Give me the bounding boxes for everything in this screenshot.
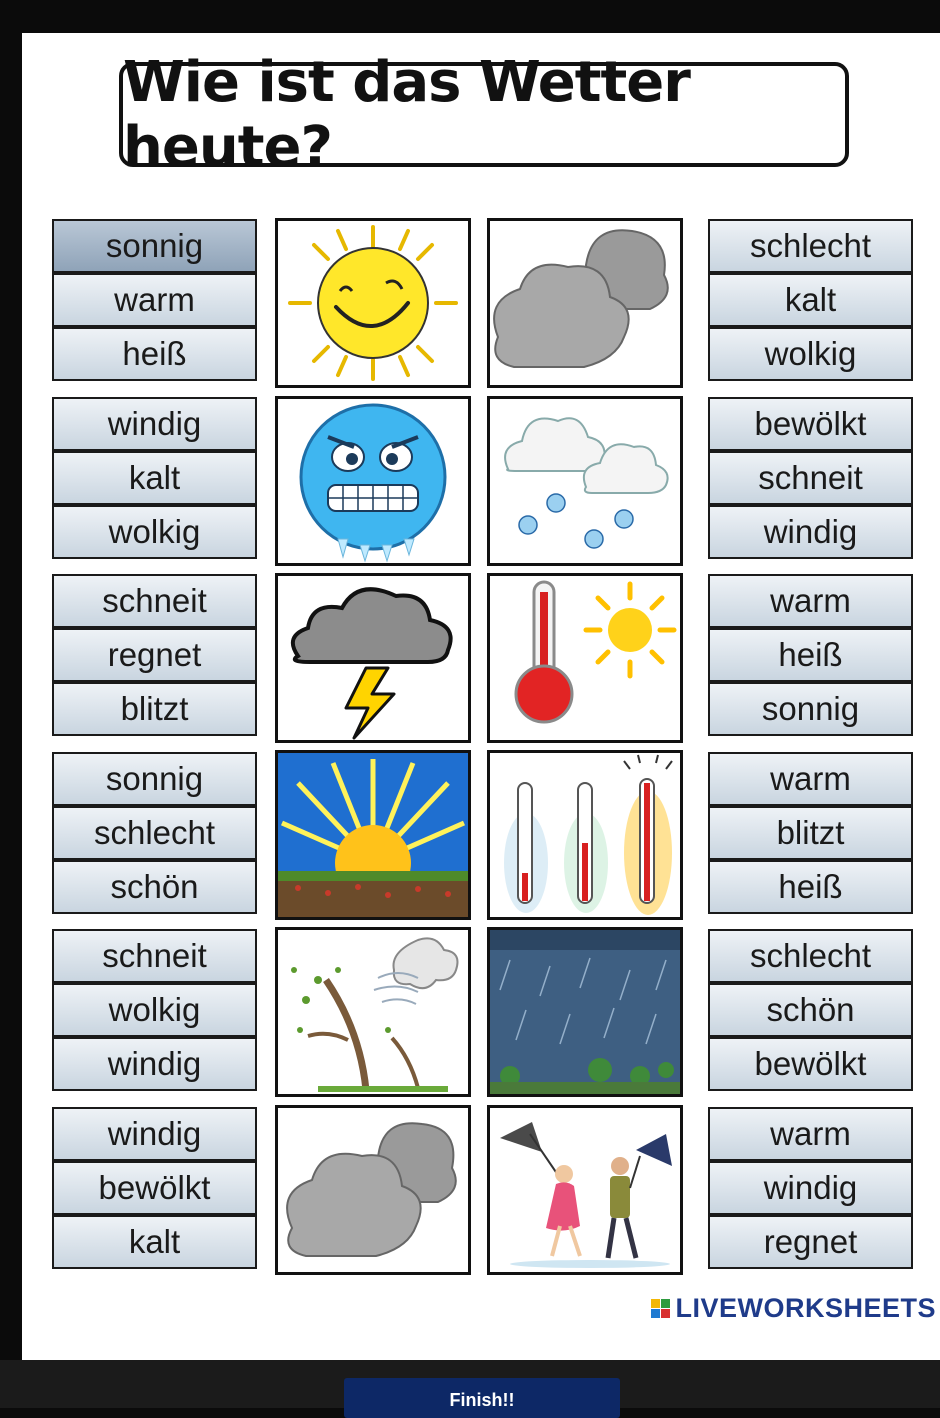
right-dropdown-1 — [708, 219, 913, 381]
left-dropdown-5 — [52, 929, 257, 1091]
sunrise-icon — [278, 753, 468, 917]
people-umbrellas-image — [487, 1105, 683, 1275]
sun-icon — [278, 221, 468, 385]
right-option[interactable]: schlecht — [710, 221, 911, 271]
right-dropdown-6 — [708, 1107, 913, 1269]
right-option[interactable]: windig — [710, 1163, 911, 1213]
brand-name: LIVEWORKSHEETS — [675, 1293, 936, 1323]
right-dropdown-5 — [708, 929, 913, 1091]
right-option[interactable]: heiß — [710, 630, 911, 680]
left-option[interactable]: warm — [54, 275, 255, 325]
right-option[interactable]: bewölkt — [710, 399, 911, 449]
left-option[interactable]: schneit — [54, 576, 255, 626]
grey-clouds-icon — [490, 221, 680, 385]
left-dropdown-3 — [52, 574, 257, 736]
snow-cloud-icon — [490, 399, 680, 563]
left-option[interactable]: wolkig — [54, 507, 255, 557]
grey-clouds-icon — [278, 1108, 468, 1272]
freezing-face-image — [275, 396, 471, 566]
right-dropdown-2 — [708, 397, 913, 559]
left-option[interactable]: heiß — [54, 329, 255, 379]
left-option[interactable]: wolkig — [54, 985, 255, 1035]
left-dropdown-1 — [52, 219, 257, 381]
right-option[interactable]: wolkig — [710, 329, 911, 379]
left-option[interactable]: bewölkt — [54, 1163, 255, 1213]
left-option[interactable]: windig — [54, 1039, 255, 1089]
left-option[interactable]: regnet — [54, 630, 255, 680]
right-option[interactable]: kalt — [710, 275, 911, 325]
windy-trees-image — [275, 927, 471, 1097]
brand — [651, 1293, 936, 1324]
page-title: Wie ist das Wetter heute? — [123, 49, 690, 180]
thermometers-icon — [490, 753, 680, 917]
left-dropdown-2 — [52, 397, 257, 559]
right-option[interactable]: schlecht — [710, 931, 911, 981]
snow-clouds-image — [487, 396, 683, 566]
right-dropdown-3 — [708, 574, 913, 736]
left-option[interactable]: windig — [54, 399, 255, 449]
grey-clouds-image-left — [275, 1105, 471, 1275]
wind-trees-icon — [278, 930, 468, 1094]
left-option[interactable]: sonnig — [54, 754, 255, 804]
right-option[interactable]: bewölkt — [710, 1039, 911, 1089]
thermometer-sun-image — [487, 573, 683, 743]
freezing-face-icon — [278, 399, 468, 563]
right-option[interactable]: regnet — [710, 1217, 911, 1267]
right-option[interactable]: heiß — [710, 862, 911, 912]
umbrella-people-icon — [490, 1108, 680, 1272]
storm-rain-icon — [490, 930, 680, 1094]
right-option[interactable]: windig — [710, 507, 911, 557]
three-thermometers-image — [487, 750, 683, 920]
left-dropdown-6 — [52, 1107, 257, 1269]
smiling-sun-image — [275, 218, 471, 388]
left-dropdown-4 — [52, 752, 257, 914]
left-option[interactable]: schneit — [54, 931, 255, 981]
right-option[interactable]: warm — [710, 1109, 911, 1159]
storm-rain-image — [487, 927, 683, 1097]
right-option[interactable]: schneit — [710, 453, 911, 503]
thunderstorm-image — [275, 573, 471, 743]
right-dropdown-4 — [708, 752, 913, 914]
thunderstorm-cloud-icon — [278, 576, 468, 740]
finish-button[interactable]: Finish!! — [344, 1378, 620, 1418]
liveworksheets-logo-icon — [651, 1299, 670, 1318]
right-option[interactable]: warm — [710, 576, 911, 626]
left-option[interactable]: windig — [54, 1109, 255, 1159]
left-option[interactable]: kalt — [54, 1217, 255, 1267]
thermometer-sun-icon — [490, 576, 680, 740]
left-option[interactable]: schlecht — [54, 808, 255, 858]
right-option[interactable]: blitzt — [710, 808, 911, 858]
left-option[interactable]: schön — [54, 862, 255, 912]
title-box — [119, 49, 849, 180]
sunrise-image — [275, 750, 471, 920]
left-option[interactable]: sonnig — [54, 221, 255, 271]
right-option[interactable]: sonnig — [710, 684, 911, 734]
right-option[interactable]: warm — [710, 754, 911, 804]
right-option[interactable]: schön — [710, 985, 911, 1035]
left-option[interactable]: kalt — [54, 453, 255, 503]
left-option[interactable]: blitzt — [54, 684, 255, 734]
grey-clouds-image-right — [487, 218, 683, 388]
